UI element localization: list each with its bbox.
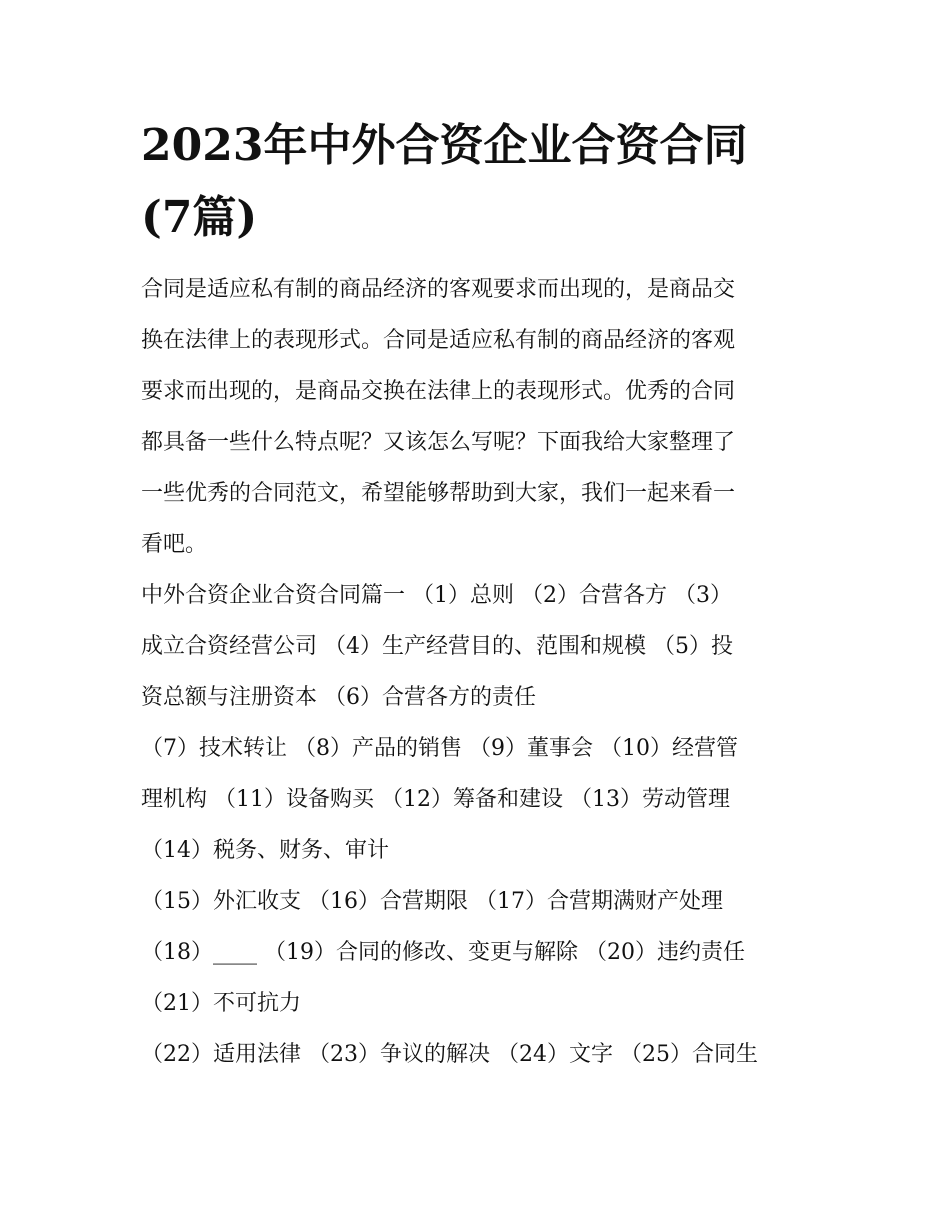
document-title xyxy=(141,110,813,254)
intro-line: 一些优秀的合同范文，希望能够帮助到大家，我们一起来看一 xyxy=(141,481,736,506)
section-line: 资总额与注册资本 （6）合营各方的责任 xyxy=(141,685,536,710)
section-line: 成立合资经营公司 （4）生产经营目的、范围和规模 （5）投 xyxy=(141,634,733,659)
section-line: （7）技术转让 （8）产品的销售 （9）董事会 （10）经营管 xyxy=(141,736,738,761)
intro-line: 要求而出现的，是商品交换在法律上的表现形式。优秀的合同 xyxy=(141,379,736,404)
intro-paragraph xyxy=(141,264,813,570)
title-line-1: 2023年中外合资企业合资合同 xyxy=(141,120,748,171)
intro-line: 换在法律上的表现形式。合同是适应私有制的商品经济的客观 xyxy=(141,328,736,353)
section-line: （21）不可抗力 xyxy=(141,991,301,1016)
section-line: 中外合资企业合资合同篇一 （1）总则 （2）合营各方 （3） xyxy=(141,583,732,608)
intro-line: 合同是适应私有制的商品经济的客观要求而出现的，是商品交 xyxy=(141,277,736,302)
document-page xyxy=(141,110,813,1080)
section-line: （18）____ （19）合同的修改、变更与解除 （20）违约责任 xyxy=(141,940,745,965)
section-line: （22）适用法律 （23）争议的解决 （24）文字 （25）合同生 xyxy=(141,1042,758,1067)
section-line: 理机构 （11）设备购买 （12）筹备和建设 （13）劳动管理 xyxy=(141,787,730,812)
section-line: （14）税务、财务、审计 xyxy=(141,838,389,863)
intro-line: 都具备一些什么特点呢？又该怎么写呢？下面我给大家整理了 xyxy=(141,430,736,455)
section-line: （15）外汇收支 （16）合营期限 （17）合营期满财产处理 xyxy=(141,889,723,914)
intro-line: 看吧。 xyxy=(141,532,208,557)
title-line-2: (7篇) xyxy=(141,192,258,243)
section-paragraph xyxy=(141,570,813,1080)
